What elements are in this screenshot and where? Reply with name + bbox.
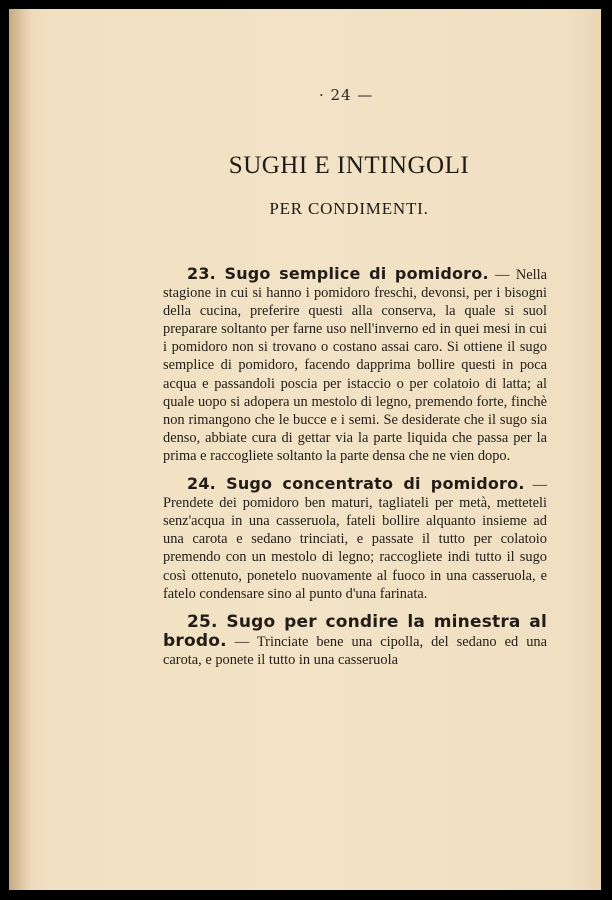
recipe-heading: 24. Sugo concentrato di pomidoro.	[187, 474, 525, 494]
recipe-body: — Prendete dei pomidoro ben maturi, tagliateli per metà, metteteli senz'acqua in una casseruola, fateli bollire alquanto insieme ad una carota e sedano trinciati, e passate il tutto per colatoio premendo con un mestolo di legno; raccogliete indi tutto il sugo così ottenuto, ponetelo nuovamente al fuoco in una casseruola, e fatelo condensare sino al punto d'una farinata.	[163, 477, 547, 602]
recipe-paragraph	[163, 613, 547, 669]
page-binding-shadow	[9, 9, 31, 890]
recipe-heading: 25. Sugo per condire la minestra al brodo.	[163, 611, 547, 651]
section-subtitle: PER CONDIMENTI.	[269, 199, 429, 218]
recipe-body: — Trinciate bene una cipolla, del sedano ed una carota, e ponete il tutto in una casseruola	[163, 633, 547, 668]
section-title: SUGHI E INTINGOLI	[228, 152, 470, 179]
recipe-paragraph	[163, 265, 547, 465]
recipe-heading: 23. Sugo semplice di pomidoro.	[187, 264, 489, 283]
recipe-text	[163, 265, 547, 679]
recipe-paragraph	[163, 475, 547, 603]
page-number: · 24 —	[319, 86, 374, 104]
recipe-body: — Nella stagione in cui si hanno i pomidoro freschi, devonsi, per i bisogni della cucina, preferire questi alla conserva, la quale si suol preparare soltanto per farne uso nell'inverno ed in quei mesi in cui i pomidoro non si trovano o costano assai caro. Si ottiene il sugo semplice di pomidoro, facendo dapprima bollire questi in poca acqua e passandoli poscia per istaccio o per colatoio di latta; al quale uopo si adopera un mestolo di legno, premendo forte, finchè non rimangono che le bucce e i semi. Se desiderate che il sugo sia denso, abbiate cura di gettar via la parte liquida che passa per la prima e raccogliete soltanto la parte densa che ne vien dopo.	[163, 267, 548, 464]
book-page	[9, 9, 601, 890]
